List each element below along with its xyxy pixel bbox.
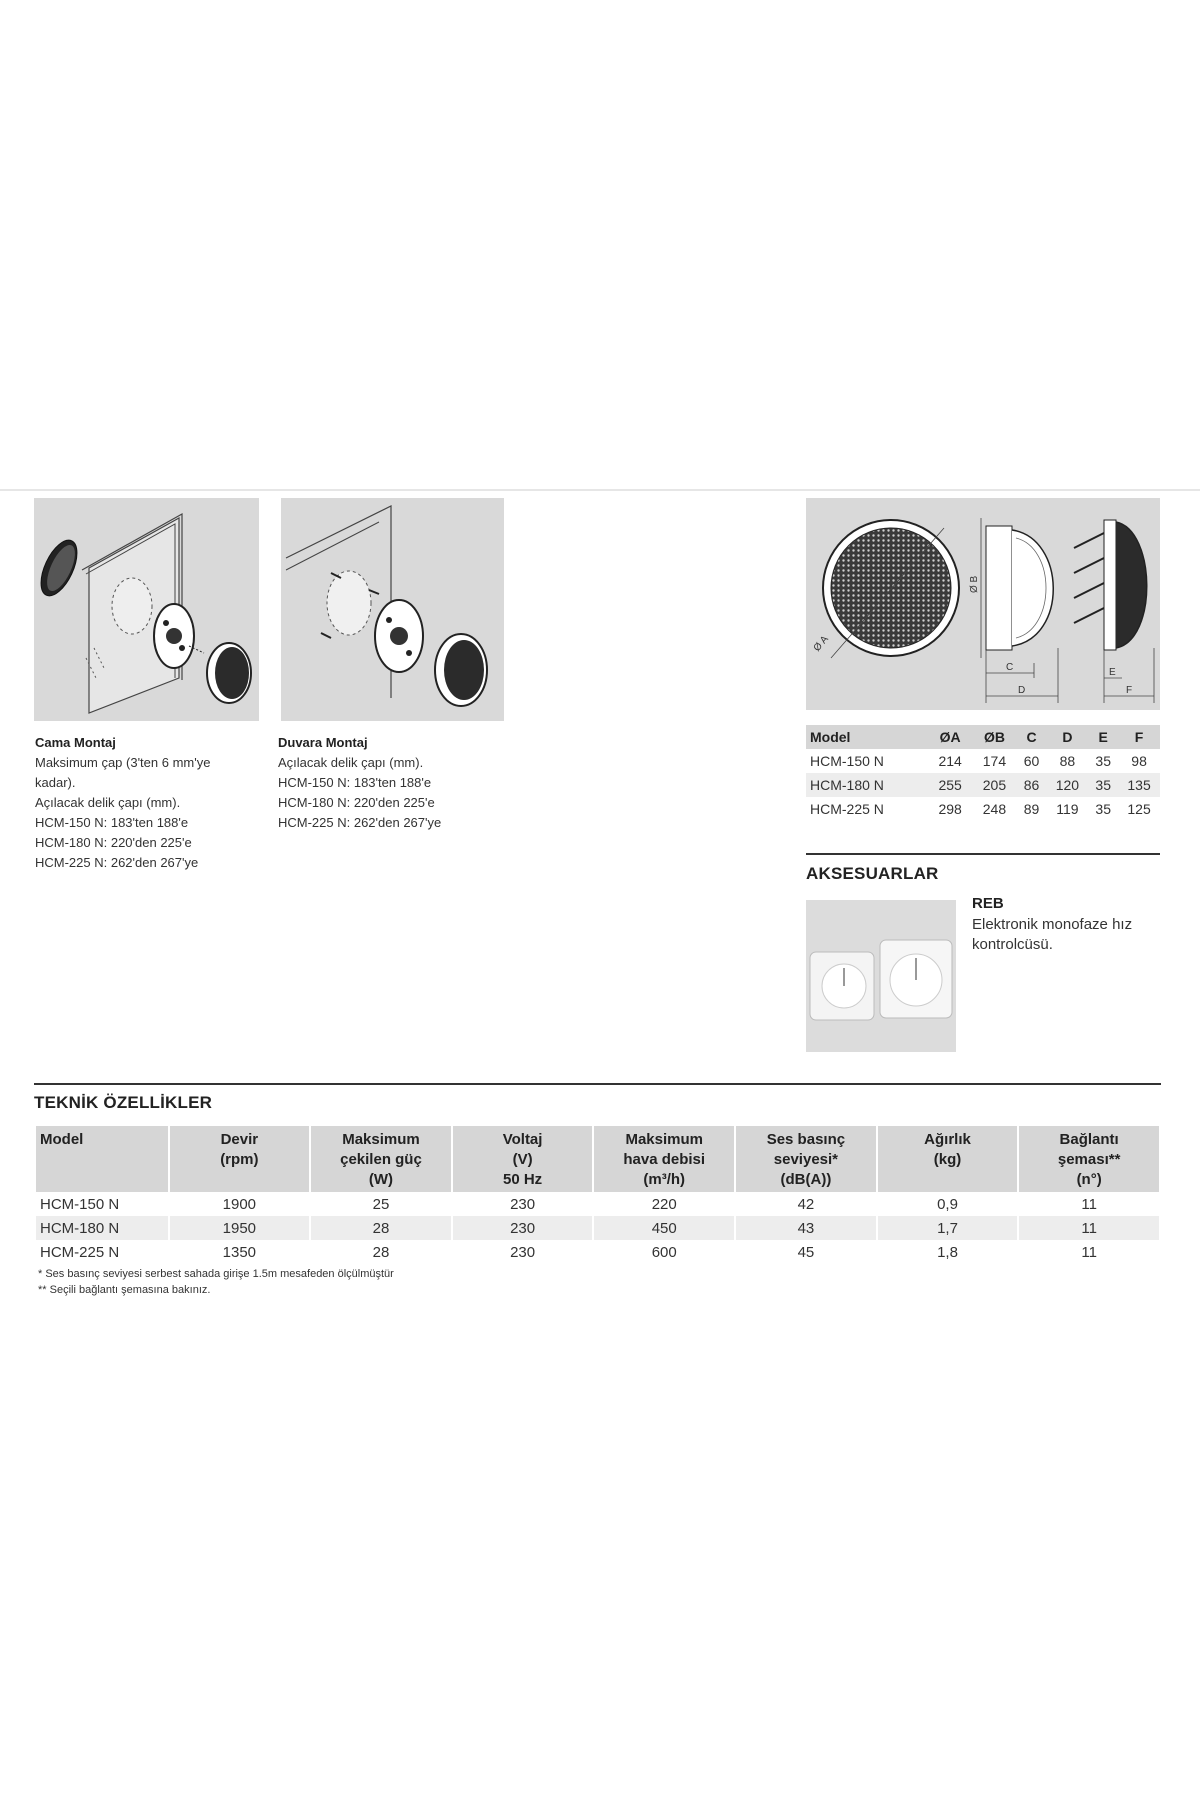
table-cell: 125 — [1127, 801, 1151, 817]
footnote-noise: * Ses basınç seviyesi serbest sahada girişe 1.5m mesafeden ölçülmüştür — [38, 1268, 394, 1280]
column-header: F — [1118, 725, 1160, 749]
dimensions-table — [806, 725, 1160, 821]
table-cell: 230 — [510, 1243, 536, 1261]
table-cell: 214 — [938, 753, 962, 769]
column-header-voltage — [453, 1126, 593, 1192]
glass-mounting-caption — [35, 733, 210, 873]
column-header: Model — [806, 725, 928, 749]
table-cell: 1,8 — [937, 1243, 958, 1261]
table-cell: 35 — [1088, 773, 1118, 797]
header-line: 50 Hz — [503, 1171, 543, 1188]
table-cell: 98 — [1131, 753, 1147, 769]
table-row — [36, 1216, 1159, 1240]
header-line: şeması** — [1057, 1151, 1121, 1168]
table-cell: 42 — [797, 1195, 815, 1213]
dimension-drawing — [806, 498, 1160, 710]
column-header: C — [1017, 725, 1047, 749]
caption-line: HCM-180 N: 220'den 225'e — [278, 795, 435, 810]
table-row — [806, 749, 1160, 773]
header-line: (W) — [368, 1171, 394, 1188]
glass-mounting-illustration — [34, 498, 259, 721]
table-cell: 220 — [651, 1195, 677, 1213]
column-header-weight — [878, 1126, 1018, 1192]
column-header-wiring — [1019, 1126, 1159, 1192]
header-line: hava debisi — [623, 1151, 706, 1168]
label-d: D — [1018, 685, 1026, 696]
table-cell: 174 — [982, 753, 1007, 769]
table-cell: 205 — [972, 773, 1016, 797]
table-cell: 45 — [797, 1243, 815, 1261]
wall-mounting-title: Duvara Montaj — [278, 735, 368, 750]
table-cell: 1,7 — [878, 1216, 1018, 1240]
table-cell: 11 — [1081, 1195, 1097, 1213]
tech-divider — [34, 1083, 1161, 1085]
caption-line: HCM-150 N: 183'ten 188'e — [278, 775, 432, 790]
header-line: seviyesi* — [773, 1151, 839, 1168]
accessories-divider — [806, 853, 1160, 855]
table-cell: HCM-150 N — [40, 1195, 120, 1213]
header-line: (rpm) — [220, 1151, 259, 1168]
table-cell: 600 — [651, 1243, 677, 1261]
table-row — [36, 1240, 1159, 1264]
tech-title: TEKNİK ÖZELLİKLER — [34, 1093, 213, 1112]
column-header: ØB — [972, 725, 1016, 749]
column-header-airflow — [594, 1126, 734, 1192]
column-header-power — [311, 1126, 451, 1192]
table-cell: 88 — [1059, 753, 1076, 769]
header-line: (kg) — [933, 1151, 962, 1168]
table-cell: 0,9 — [937, 1195, 958, 1213]
caption-line: HCM-150 N: 183'ten 188'e — [35, 815, 189, 830]
table-cell: 35 — [1095, 801, 1111, 817]
caption-line: Açılacak delik çapı (mm). — [278, 755, 424, 770]
accessory-name: REB — [972, 895, 1004, 912]
caption-line: HCM-225 N: 262'den 267'ye — [278, 815, 442, 830]
caption-line: kadar). — [35, 775, 76, 790]
table-row — [806, 797, 1160, 821]
header-line: Maksimum — [342, 1131, 420, 1148]
table-cell: 1950 — [170, 1216, 310, 1240]
header-line: Maksimum — [625, 1131, 703, 1148]
table-cell: 255 — [928, 773, 972, 797]
label-c: C — [1006, 662, 1014, 673]
label-a: Ø A — [811, 633, 831, 654]
table-row — [806, 773, 1160, 797]
table-header-row — [806, 725, 1160, 749]
table-cell: 35 — [1095, 753, 1111, 769]
table-cell: 119 — [1056, 801, 1079, 817]
table-cell: 135 — [1118, 773, 1160, 797]
table-cell: 298 — [938, 801, 962, 817]
caption-line: Maksimum çap (3'ten 6 mm'ye — [35, 755, 211, 770]
table-cell: HCM-225 N — [40, 1243, 120, 1261]
table-cell: HCM-180 N — [806, 773, 928, 797]
caption-line: HCM-225 N: 262'den 267'ye — [35, 855, 199, 870]
header-line: Devir — [220, 1131, 259, 1148]
header-line: (n°) — [1076, 1171, 1102, 1188]
table-cell: 28 — [372, 1243, 390, 1261]
table-cell: 230 — [510, 1195, 536, 1213]
header-line: çekilen güç — [340, 1151, 422, 1168]
column-header-model — [36, 1126, 168, 1192]
wall-mounting-illustration — [281, 498, 504, 721]
table-cell: HCM-225 N — [810, 801, 884, 817]
table-cell: 25 — [372, 1195, 390, 1213]
table-row — [36, 1192, 1159, 1216]
accessories-title: AKSESUARLAR — [806, 864, 939, 883]
wall-mounting-caption — [278, 733, 441, 833]
column-header: ØA — [928, 725, 972, 749]
header-line: Ses basınç — [766, 1131, 846, 1148]
glass-mounting-title: Cama Montaj — [35, 735, 116, 750]
label-b: Ø B — [969, 575, 980, 593]
label-e: E — [1109, 667, 1116, 678]
header-line: Bağlantı — [1059, 1131, 1119, 1148]
table-cell: 43 — [736, 1216, 876, 1240]
column-header: D — [1046, 725, 1088, 749]
table-cell: 450 — [594, 1216, 734, 1240]
table-cell: 1350 — [222, 1243, 257, 1261]
header-line: (m³/h) — [643, 1171, 686, 1188]
table-cell: 11 — [1081, 1243, 1097, 1261]
header-line: (dB(A)) — [780, 1171, 832, 1188]
table-cell: 86 — [1017, 773, 1047, 797]
table-cell: 89 — [1023, 801, 1040, 817]
table-cell: HCM-180 N — [36, 1216, 168, 1240]
label-f: F — [1126, 685, 1133, 696]
caption-line: Açılacak delik çapı (mm). — [35, 795, 181, 810]
reb-controller-photo — [806, 900, 956, 1052]
header-line: Ağırlık — [924, 1131, 971, 1148]
table-cell: 60 — [1023, 753, 1040, 769]
table-header-row — [36, 1126, 1159, 1192]
header-line: (V) — [512, 1151, 533, 1168]
column-header: E — [1088, 725, 1118, 749]
table-cell: 11 — [1019, 1216, 1159, 1240]
column-header-noise — [736, 1126, 876, 1192]
column-header-speed — [170, 1126, 310, 1192]
footnote-wiring: ** Seçili bağlantı şemasına bakınız. — [38, 1284, 211, 1296]
accessory-description: Elektronik monofaze hız kontrolcüsü. — [972, 916, 1133, 953]
table-cell: 230 — [453, 1216, 593, 1240]
table-cell: HCM-150 N — [810, 753, 884, 769]
top-divider — [0, 489, 1200, 491]
header-line: Voltaj — [502, 1131, 543, 1148]
table-cell: 28 — [311, 1216, 451, 1240]
caption-line: HCM-180 N: 220'den 225'e — [35, 835, 192, 850]
tech-specs-table — [34, 1126, 1161, 1264]
header-line: Model — [40, 1131, 84, 1148]
table-cell: 120 — [1046, 773, 1088, 797]
table-cell: 248 — [982, 801, 1007, 817]
table-cell: 1900 — [222, 1195, 257, 1213]
